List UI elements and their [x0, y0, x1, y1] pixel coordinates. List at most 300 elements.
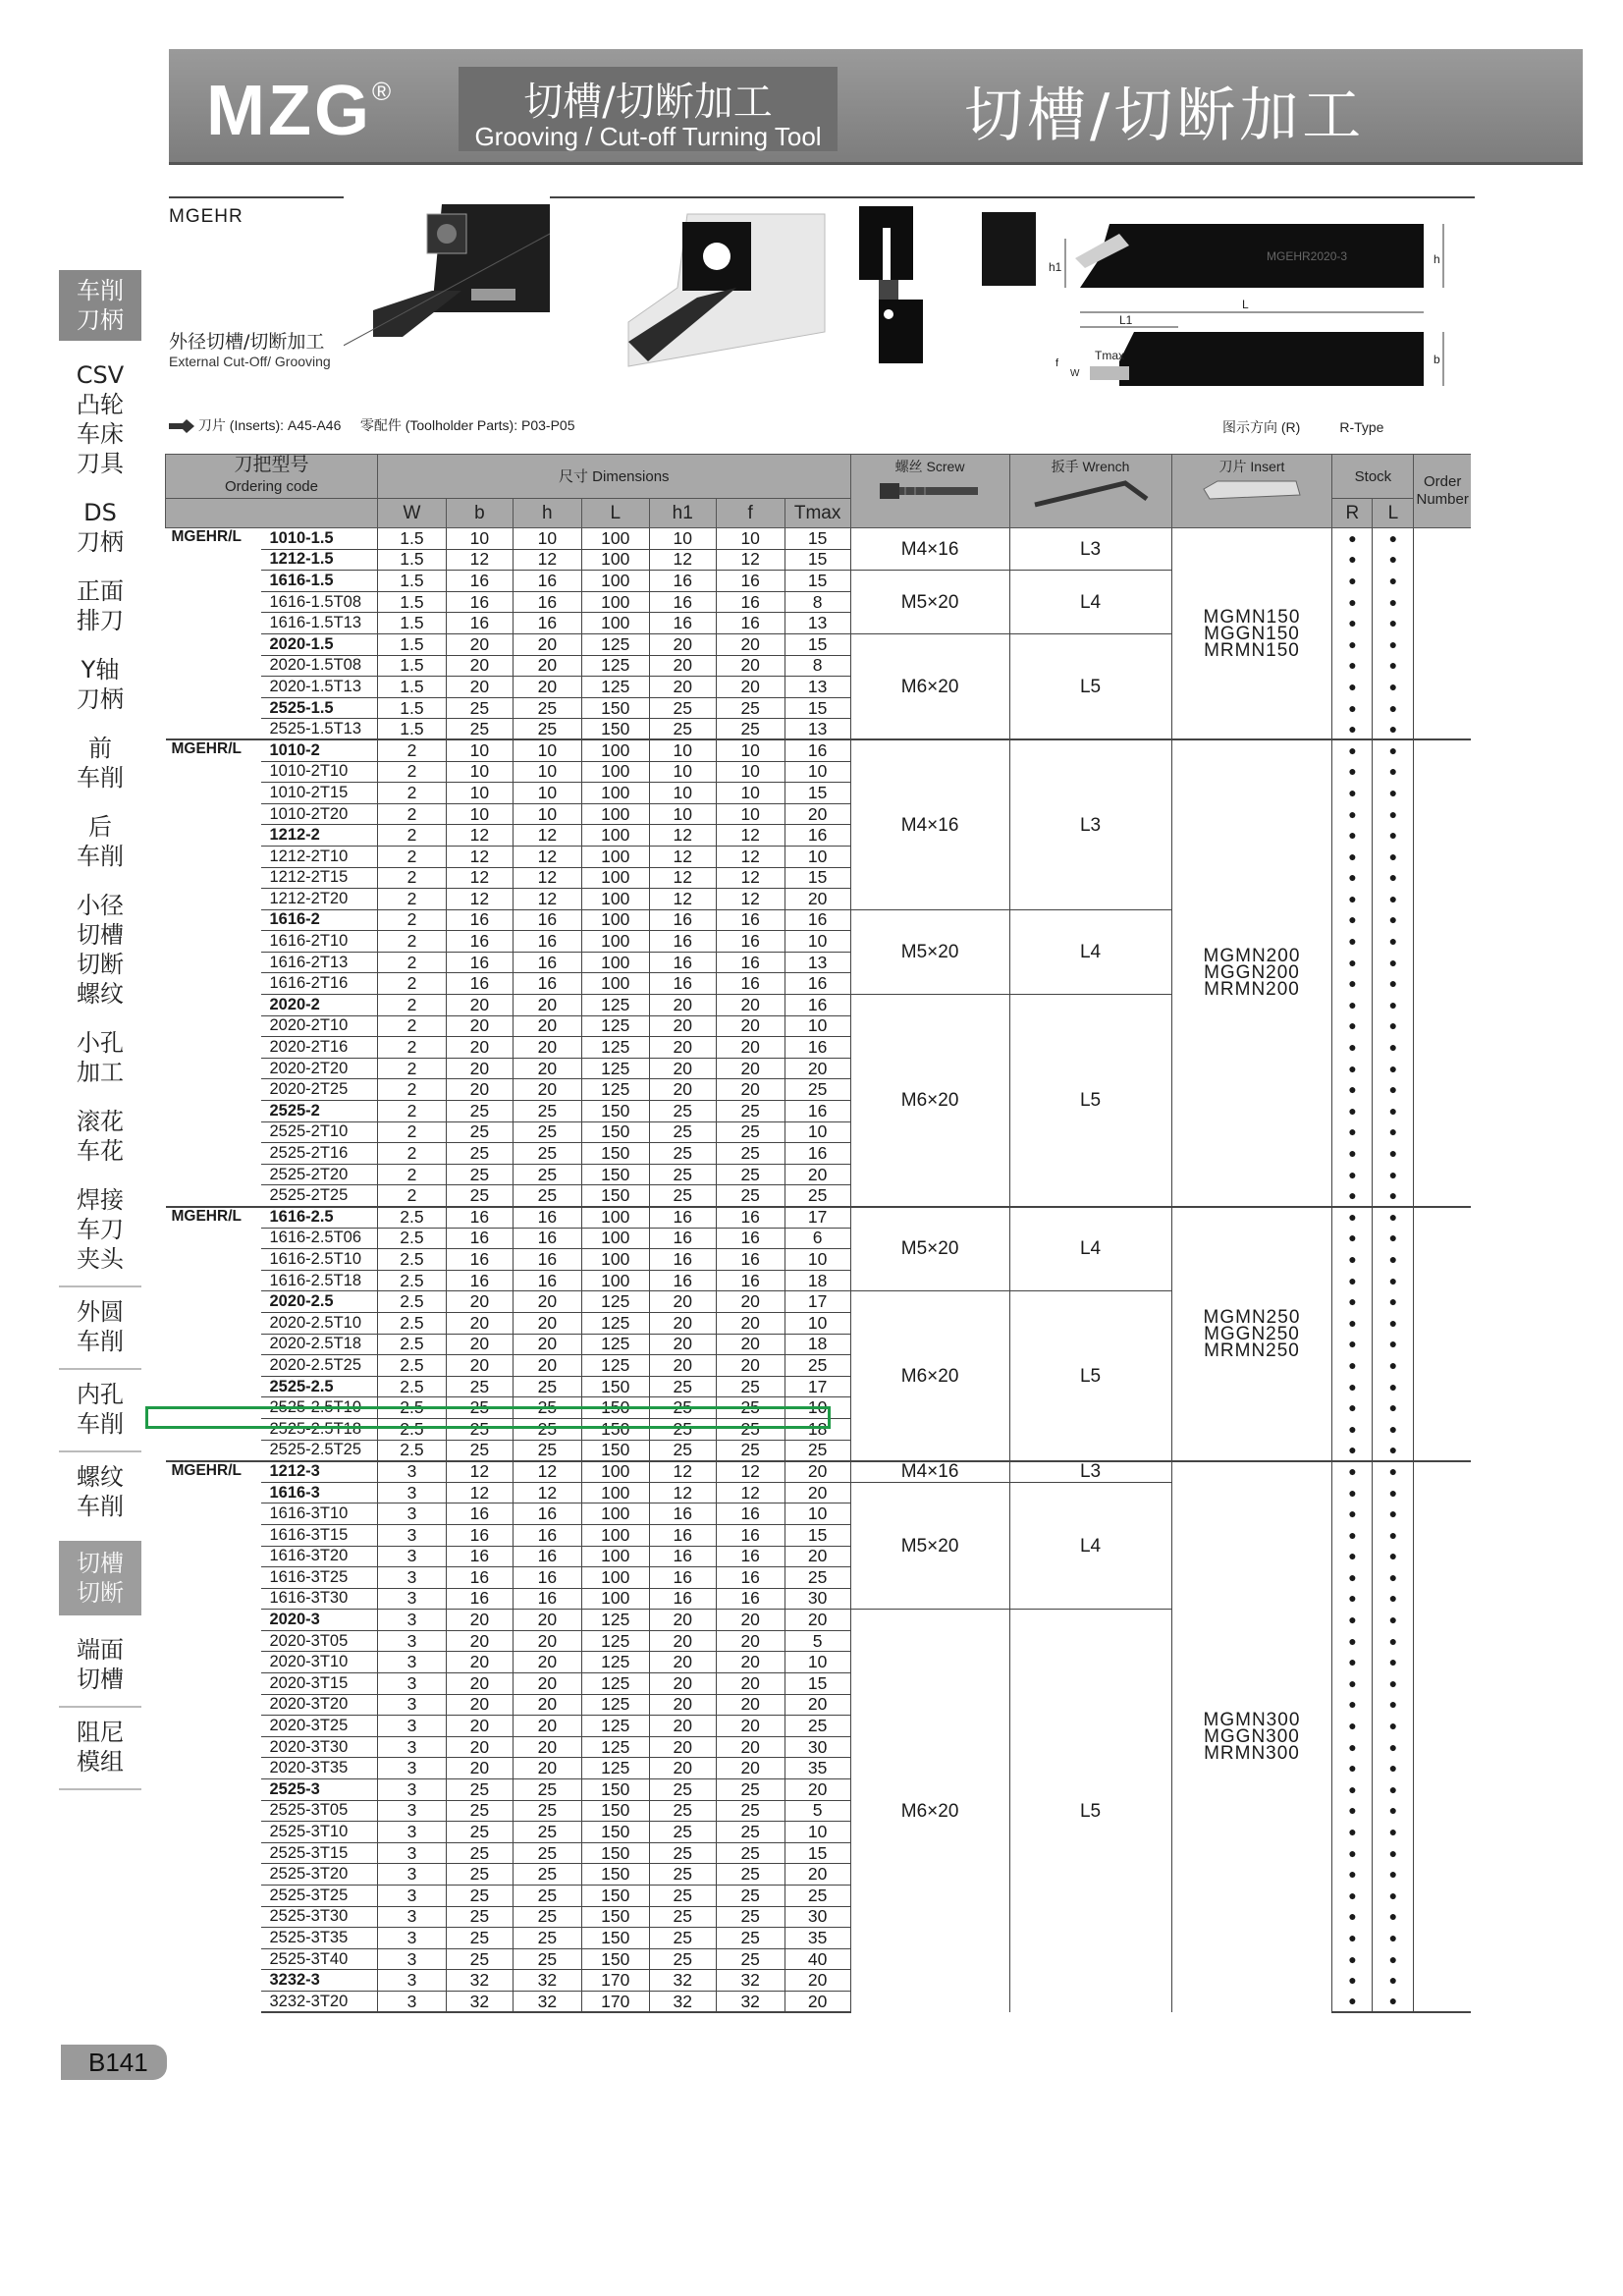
- dimension-cell: 25: [649, 1397, 716, 1419]
- sidebar-divider: [59, 1706, 141, 1708]
- wrench-cell: L4: [1009, 909, 1171, 994]
- order-number-cell: [1414, 1015, 1471, 1037]
- dimension-cell: 125: [581, 1312, 649, 1334]
- dimension-cell: 100: [581, 739, 649, 761]
- dimension-cell: 20: [784, 1461, 850, 1483]
- insert-cell: MGMN200 MGGN200 MRMN200: [1171, 739, 1332, 1206]
- dimension-cell: 25: [446, 1121, 513, 1143]
- stock-r-dot: ●: [1332, 1673, 1373, 1695]
- dimension-cell: 10: [446, 783, 513, 804]
- order-number-cell: [1414, 1482, 1471, 1503]
- dimension-cell: 25: [649, 1886, 716, 1907]
- dimension-cell: 20: [716, 1758, 784, 1779]
- dimension-cell: 20: [513, 677, 581, 698]
- dimension-cell: 12: [513, 867, 581, 889]
- dimension-cell: 25: [446, 1185, 513, 1207]
- dimension-cell: 10: [784, 931, 850, 953]
- sidebar-category[interactable]: CSV 凸轮 车床 刀具: [76, 361, 125, 477]
- dimension-cell: 15: [784, 571, 850, 592]
- stock-r-dot: ●: [1332, 1397, 1373, 1419]
- ordering-code-cell: 1616-3T30: [261, 1588, 377, 1610]
- dimension-cell: 16: [446, 1270, 513, 1291]
- ordering-code-cell: 2525-3T30: [261, 1906, 377, 1928]
- dimension-cell: 20: [513, 1334, 581, 1355]
- dimension-cell: 10: [513, 739, 581, 761]
- ordering-code-cell: 2020-3T05: [261, 1630, 377, 1652]
- dimension-cell: 100: [581, 1482, 649, 1503]
- insert-icon: [1198, 475, 1306, 505]
- dimension-cell: 150: [581, 1842, 649, 1864]
- dimension-cell: 10: [649, 528, 716, 550]
- dimension-cell: 3: [377, 1970, 446, 1992]
- stock-l-dot: ●: [1373, 1567, 1414, 1589]
- order-number-cell: [1414, 1716, 1471, 1737]
- dimension-cell: 1.5: [377, 528, 446, 550]
- dimension-cell: 16: [649, 1249, 716, 1271]
- sidebar-category[interactable]: 后 车削: [77, 813, 124, 870]
- dimension-cell: 2: [377, 761, 446, 783]
- dimension-cell: 16: [784, 825, 850, 847]
- ordering-code-cell: 3232-3T20: [261, 1991, 377, 2012]
- svg-text:L: L: [1242, 298, 1249, 311]
- dimension-cell: 150: [581, 1822, 649, 1843]
- stock-l-dot: ●: [1373, 613, 1414, 634]
- dimension-cell: 16: [649, 931, 716, 953]
- order-number-cell: [1414, 613, 1471, 634]
- dimension-cell: 2: [377, 889, 446, 910]
- dimension-cell: 16: [513, 571, 581, 592]
- stock-r-dot: ●: [1332, 803, 1373, 825]
- ordering-code-cell: 2020-1.5T08: [261, 655, 377, 677]
- order-number-cell: [1414, 1418, 1471, 1440]
- sidebar-category[interactable]: 端面 切槽: [77, 1636, 124, 1693]
- ordering-code-cell: 1212-2T20: [261, 889, 377, 910]
- dimension-cell: 20: [446, 1736, 513, 1758]
- stock-r-dot: ●: [1332, 1291, 1373, 1313]
- dimension-cell: 16: [446, 1567, 513, 1589]
- dimension-cell: 25: [513, 1886, 581, 1907]
- ordering-code-cell: 1212-2: [261, 825, 377, 847]
- dimension-cell: 35: [784, 1758, 850, 1779]
- dimension-cell: 25: [513, 1440, 581, 1461]
- svg-text:MGEHR2020-3: MGEHR2020-3: [1267, 249, 1348, 263]
- dimension-cell: 20: [446, 995, 513, 1016]
- dimension-cell: 16: [446, 931, 513, 953]
- dimension-cell: 16: [716, 1503, 784, 1525]
- ordering-code-cell: 1616-2T13: [261, 952, 377, 973]
- stock-l-dot: ●: [1373, 1758, 1414, 1779]
- ordering-code-cell: 2020-3: [261, 1610, 377, 1631]
- order-number-cell: [1414, 1355, 1471, 1377]
- sidebar-category[interactable]: 车削 刀柄: [59, 270, 141, 341]
- dimension-cell: 25: [513, 1143, 581, 1165]
- dimension-cell: 16: [649, 571, 716, 592]
- dimension-cell: 15: [784, 1673, 850, 1695]
- stock-l-dot: ●: [1373, 761, 1414, 783]
- dimension-cell: 20: [649, 1015, 716, 1037]
- dimension-cell: 2.5: [377, 1334, 446, 1355]
- order-number-cell: [1414, 739, 1471, 761]
- dimension-cell: 20: [716, 655, 784, 677]
- order-number-cell: [1414, 1291, 1471, 1313]
- dimension-cell: 16: [649, 1546, 716, 1567]
- wrench-cell: L5: [1009, 633, 1171, 739]
- dimension-cell: 170: [581, 1970, 649, 1992]
- dimension-cell: 20: [513, 1058, 581, 1079]
- dimension-cell: 16: [446, 1228, 513, 1249]
- insert-slot-diagram: [859, 206, 923, 363]
- order-number-cell: [1414, 1058, 1471, 1079]
- dimension-cell: 2: [377, 1037, 446, 1059]
- dimension-cell: 20: [716, 995, 784, 1016]
- ordering-code-cell: 1616-2.5T06: [261, 1228, 377, 1249]
- svg-text:Tmax: Tmax: [1095, 349, 1124, 362]
- stock-r-dot: ●: [1332, 633, 1373, 655]
- toolholder-photo-2: [628, 214, 825, 366]
- dimension-cell: 3: [377, 1736, 446, 1758]
- dimension-cell: 15: [784, 549, 850, 571]
- dimension-cell: 18: [784, 1334, 850, 1355]
- dimension-cell: 10: [784, 1503, 850, 1525]
- stock-header: Stock: [1332, 455, 1414, 499]
- dimension-cell: 20: [446, 1355, 513, 1377]
- insert-header: 刀片 Insert: [1171, 455, 1332, 528]
- dimension-cell: 20: [446, 1312, 513, 1334]
- ordering-code-cell: 2020-3T35: [261, 1758, 377, 1779]
- order-number-cell: [1414, 1461, 1471, 1483]
- dimension-cell: 25: [784, 1079, 850, 1101]
- dimension-cell: 125: [581, 1058, 649, 1079]
- dimension-cell: 10: [513, 761, 581, 783]
- stock-r-dot: ●: [1332, 1418, 1373, 1440]
- dimension-cell: 25: [513, 719, 581, 740]
- dimension-cell: 25: [446, 697, 513, 719]
- dimension-cell: 20: [446, 1673, 513, 1695]
- sidebar-category[interactable]: 前 车削: [77, 735, 124, 792]
- stock-l-dot: ●: [1373, 677, 1414, 698]
- dimension-cell: 2.5: [377, 1397, 446, 1419]
- dimension-cell: 18: [784, 1270, 850, 1291]
- ordering-code-cell: 2525-2.5T10: [261, 1397, 377, 1419]
- dimension-cell: 10: [716, 803, 784, 825]
- dimension-cell: 3: [377, 1800, 446, 1822]
- stock-l-dot: ●: [1373, 1886, 1414, 1907]
- highlighted-row-marker: [145, 1406, 831, 1429]
- dimension-cell: 16: [784, 1037, 850, 1059]
- header-title-en: Grooving / Cut-off Turning Tool: [474, 122, 822, 151]
- wrench-cell: L5: [1009, 1610, 1171, 2012]
- dimension-cell: 32: [446, 1970, 513, 1992]
- dimension-cell: 150: [581, 1121, 649, 1143]
- dimension-cell: 20: [784, 1970, 850, 1992]
- stock-l-dot: ●: [1373, 1058, 1414, 1079]
- sidebar-category[interactable]: 阻尼 模组: [77, 1719, 124, 1776]
- sidebar-category[interactable]: 小孔 加工: [77, 1029, 124, 1086]
- dimension-cell: 20: [446, 1015, 513, 1037]
- ordering-code-cell: 1616-2.5T10: [261, 1249, 377, 1271]
- dimension-cell: 10: [784, 1397, 850, 1419]
- dimension-cell: 10: [446, 803, 513, 825]
- dimension-cell: 25: [716, 1886, 784, 1907]
- dimension-cell: 16: [649, 1207, 716, 1229]
- dimension-cell: 16: [784, 973, 850, 995]
- svg-text:f: f: [1055, 357, 1059, 369]
- dimension-cell: 12: [513, 825, 581, 847]
- dimension-cell: 10: [784, 1652, 850, 1673]
- order-number-cell: [1414, 1524, 1471, 1546]
- dimension-cell: 125: [581, 1079, 649, 1101]
- dimension-cell: 100: [581, 613, 649, 634]
- dimension-cell: 100: [581, 571, 649, 592]
- order-number-cell: [1414, 1779, 1471, 1801]
- order-number-cell: [1414, 952, 1471, 973]
- dimension-cell: 100: [581, 591, 649, 613]
- sidebar-category[interactable]: 内孔 车削: [77, 1381, 124, 1438]
- dimension-cell: 25: [649, 697, 716, 719]
- dimension-cell: 16: [513, 931, 581, 953]
- stock-r-dot: ●: [1332, 1270, 1373, 1291]
- stock-l-dot: ●: [1373, 719, 1414, 740]
- dimension-cell: 8: [784, 591, 850, 613]
- dimension-cell: 20: [784, 1610, 850, 1631]
- ordering-code-cell: 2525-1.5T13: [261, 719, 377, 740]
- stock-l-dot: ●: [1373, 1610, 1414, 1631]
- dimension-cell: 100: [581, 1461, 649, 1483]
- dimension-cell: 20: [446, 1037, 513, 1059]
- stock-r-dot: ●: [1332, 1610, 1373, 1631]
- stock-r-dot: ●: [1332, 825, 1373, 847]
- dimension-cell: 16: [513, 1503, 581, 1525]
- ordering-code-cell: 1616-1.5: [261, 571, 377, 592]
- order-number-cell: [1414, 1121, 1471, 1143]
- order-number-cell: [1414, 1758, 1471, 1779]
- dimension-cell: 25: [513, 1822, 581, 1843]
- order-number-cell: [1414, 1546, 1471, 1567]
- dimension-cell: 125: [581, 1673, 649, 1695]
- dimension-cell: 25: [446, 1101, 513, 1122]
- svg-text:W: W: [1070, 368, 1080, 379]
- dimension-cell: 3: [377, 1779, 446, 1801]
- dimension-cell: 25: [446, 1376, 513, 1397]
- insert-cell: MGMN250 MGGN250 MRMN250: [1171, 1207, 1332, 1461]
- dimension-cell: 100: [581, 1588, 649, 1610]
- stock-l-dot: ●: [1373, 571, 1414, 592]
- accessories-line: [169, 415, 574, 435]
- stock-r-dot: ●: [1332, 1058, 1373, 1079]
- sidebar-category[interactable]: DS 刀柄: [77, 499, 124, 556]
- order-number-cell: [1414, 1736, 1471, 1758]
- dimension-cell: 12: [446, 1482, 513, 1503]
- stock-l-dot: ●: [1373, 1673, 1414, 1695]
- order-number-cell: [1414, 931, 1471, 953]
- dimension-cell: 3: [377, 1524, 446, 1546]
- sidebar-category[interactable]: 小径 切槽 切断 螺纹: [77, 892, 124, 1008]
- stock-l-dot: ●: [1373, 1185, 1414, 1207]
- sidebar-divider: [59, 1788, 141, 1790]
- dimension-cell: 20: [446, 1694, 513, 1716]
- dimension-cell: 125: [581, 1610, 649, 1631]
- dimension-cell: 25: [649, 1376, 716, 1397]
- dimension-cell: 12: [513, 889, 581, 910]
- order-number-cell: [1414, 761, 1471, 783]
- dimension-cell: 25: [649, 1928, 716, 1949]
- stock-l-dot: ●: [1373, 1101, 1414, 1122]
- dimension-cell: 20: [784, 1991, 850, 2012]
- holder-side-view: [982, 212, 1036, 286]
- stock-r-dot: ●: [1332, 867, 1373, 889]
- screw-cell: M5×20: [850, 1207, 1009, 1291]
- ordering-code-cell: 1616-2.5: [261, 1207, 377, 1229]
- dimension-cell: 20: [716, 1610, 784, 1631]
- stock-r-dot: ●: [1332, 1015, 1373, 1037]
- dimension-cell: 18: [784, 1418, 850, 1440]
- dimension-cell: 25: [446, 1842, 513, 1864]
- stock-r-dot: ●: [1332, 1461, 1373, 1483]
- stock-r-dot: ●: [1332, 739, 1373, 761]
- stock-l-dot: ●: [1373, 1482, 1414, 1503]
- stock-r-dot: ●: [1332, 1736, 1373, 1758]
- dimension-cell: 20: [649, 1058, 716, 1079]
- sidebar-divider: [59, 1450, 141, 1452]
- dimension-cell: 16: [513, 1207, 581, 1229]
- dimension-cell: 3: [377, 1991, 446, 2012]
- order-number-cell: [1414, 1991, 1471, 2012]
- order-number-cell: [1414, 1334, 1471, 1355]
- stock-r-dot: ●: [1332, 1143, 1373, 1165]
- dimension-cell: 2.5: [377, 1312, 446, 1334]
- order-number-cell: [1414, 591, 1471, 613]
- dimension-cell: 16: [716, 909, 784, 931]
- sidebar-divider: [59, 1285, 141, 1287]
- sidebar-divider: [59, 1368, 141, 1370]
- dimension-cell: 125: [581, 1716, 649, 1737]
- stock-l-dot: ●: [1373, 1312, 1414, 1334]
- dimension-cell: 150: [581, 1928, 649, 1949]
- stock-l-dot: ●: [1373, 655, 1414, 677]
- dimension-cell: 30: [784, 1736, 850, 1758]
- dimension-cell: 20: [446, 1652, 513, 1673]
- insert-pointer-icon: [169, 419, 194, 433]
- ordering-code-cell: 2020-2T25: [261, 1079, 377, 1101]
- screw-cell: M4×16: [850, 739, 1009, 909]
- dimension-cell: 3: [377, 1864, 446, 1886]
- stock-r-dot: ●: [1332, 1101, 1373, 1122]
- dimension-drawing: [1049, 224, 1443, 386]
- dimension-cell: 100: [581, 549, 649, 571]
- dimension-cell: 10: [649, 739, 716, 761]
- wrench-cell: L4: [1009, 1207, 1171, 1291]
- stock-l-dot: ●: [1373, 1928, 1414, 1949]
- ordering-code-cell: 2020-2.5T18: [261, 1334, 377, 1355]
- order-number-cell: [1414, 1376, 1471, 1397]
- dimension-cell: 20: [716, 1037, 784, 1059]
- dimension-cell: 13: [784, 677, 850, 698]
- ordering-code-cell: 2020-3T30: [261, 1736, 377, 1758]
- dimension-cell: 125: [581, 677, 649, 698]
- screw-cell: M5×20: [850, 909, 1009, 994]
- dimension-cell: 100: [581, 867, 649, 889]
- order-number-cell: [1414, 1185, 1471, 1207]
- dimension-cell: 15: [784, 528, 850, 550]
- stock-l-dot: ●: [1373, 1270, 1414, 1291]
- dimension-cell: 20: [446, 1291, 513, 1313]
- dimension-cell: 20: [649, 1758, 716, 1779]
- dimension-cell: 3: [377, 1610, 446, 1631]
- dimension-cell: 10: [784, 1822, 850, 1843]
- dimension-cell: 16: [716, 931, 784, 953]
- dimension-cell: 1.5: [377, 655, 446, 677]
- sidebar-category[interactable]: Y轴 刀柄: [77, 656, 124, 713]
- stock-r-dot: ●: [1332, 1822, 1373, 1843]
- dimension-cell: 16: [446, 591, 513, 613]
- dimension-cell: 25: [513, 1101, 581, 1122]
- dimension-cell: 16: [716, 973, 784, 995]
- dimension-cell: 25: [649, 1101, 716, 1122]
- dimension-cell: 32: [649, 1991, 716, 2012]
- stock-l-dot: ●: [1373, 1842, 1414, 1864]
- dimension-cell: 12: [446, 1461, 513, 1483]
- dimension-cell: 20: [513, 1291, 581, 1313]
- dimension-cell: 10: [446, 739, 513, 761]
- order-number-cell: [1414, 846, 1471, 867]
- dimension-cell: 3: [377, 1652, 446, 1673]
- dimension-cell: 16: [649, 613, 716, 634]
- dimension-cell: 20: [649, 655, 716, 677]
- dimension-cell: 2: [377, 1143, 446, 1165]
- dimension-cell: 10: [446, 761, 513, 783]
- wrench-cell: L3: [1009, 528, 1171, 571]
- dimension-cell: 12: [649, 825, 716, 847]
- dimension-cell: 40: [784, 1948, 850, 1970]
- sidebar-category[interactable]: 外圆 车削: [77, 1298, 124, 1355]
- ordering-code-cell: 1212-2T10: [261, 846, 377, 867]
- dimension-cell: 100: [581, 952, 649, 973]
- stock-r-dot: ●: [1332, 1779, 1373, 1801]
- sidebar-category[interactable]: 焊接 车刀 夹头: [77, 1186, 124, 1273]
- sidebar-category[interactable]: 滚花 车花: [77, 1108, 124, 1165]
- family-cell: MGEHR/L: [166, 1207, 262, 1461]
- dimension-cell: 150: [581, 1397, 649, 1419]
- dimension-cell: 100: [581, 1207, 649, 1229]
- dimension-cell: 17: [784, 1291, 850, 1313]
- ordering-code-cell: 1212-1.5: [261, 549, 377, 571]
- dimension-cell: 20: [513, 1736, 581, 1758]
- stock-r-dot: ●: [1332, 1991, 1373, 2012]
- dimension-cell: 25: [513, 1397, 581, 1419]
- ordering-code-cell: 2020-1.5T13: [261, 677, 377, 698]
- stock-r-dot: ●: [1332, 677, 1373, 698]
- stock-r-dot: ●: [1332, 1546, 1373, 1567]
- dimension-cell: 12: [446, 889, 513, 910]
- sidebar-category[interactable]: 正面 排刀: [77, 577, 124, 634]
- svg-text:h1: h1: [1049, 260, 1062, 274]
- dimension-cell: 150: [581, 1779, 649, 1801]
- sidebar-category[interactable]: 切槽 切断: [59, 1541, 141, 1615]
- dimension-cell: 25: [513, 697, 581, 719]
- dimension-cell: 150: [581, 1948, 649, 1970]
- sidebar-category[interactable]: 螺纹 车削: [77, 1463, 124, 1520]
- screw-cell: M6×20: [850, 633, 1009, 739]
- order-number-cell: [1414, 1673, 1471, 1695]
- stock-l-dot: ●: [1373, 1779, 1414, 1801]
- screw-header: 螺丝 Screw: [850, 455, 1009, 528]
- dimension-cell: 25: [716, 1906, 784, 1928]
- dimension-cell: 16: [716, 1249, 784, 1271]
- ordering-code-cell: 1212-2T15: [261, 867, 377, 889]
- order-number-cell: [1414, 549, 1471, 571]
- dimension-cell: 25: [513, 1842, 581, 1864]
- dimension-cell: 2: [377, 1121, 446, 1143]
